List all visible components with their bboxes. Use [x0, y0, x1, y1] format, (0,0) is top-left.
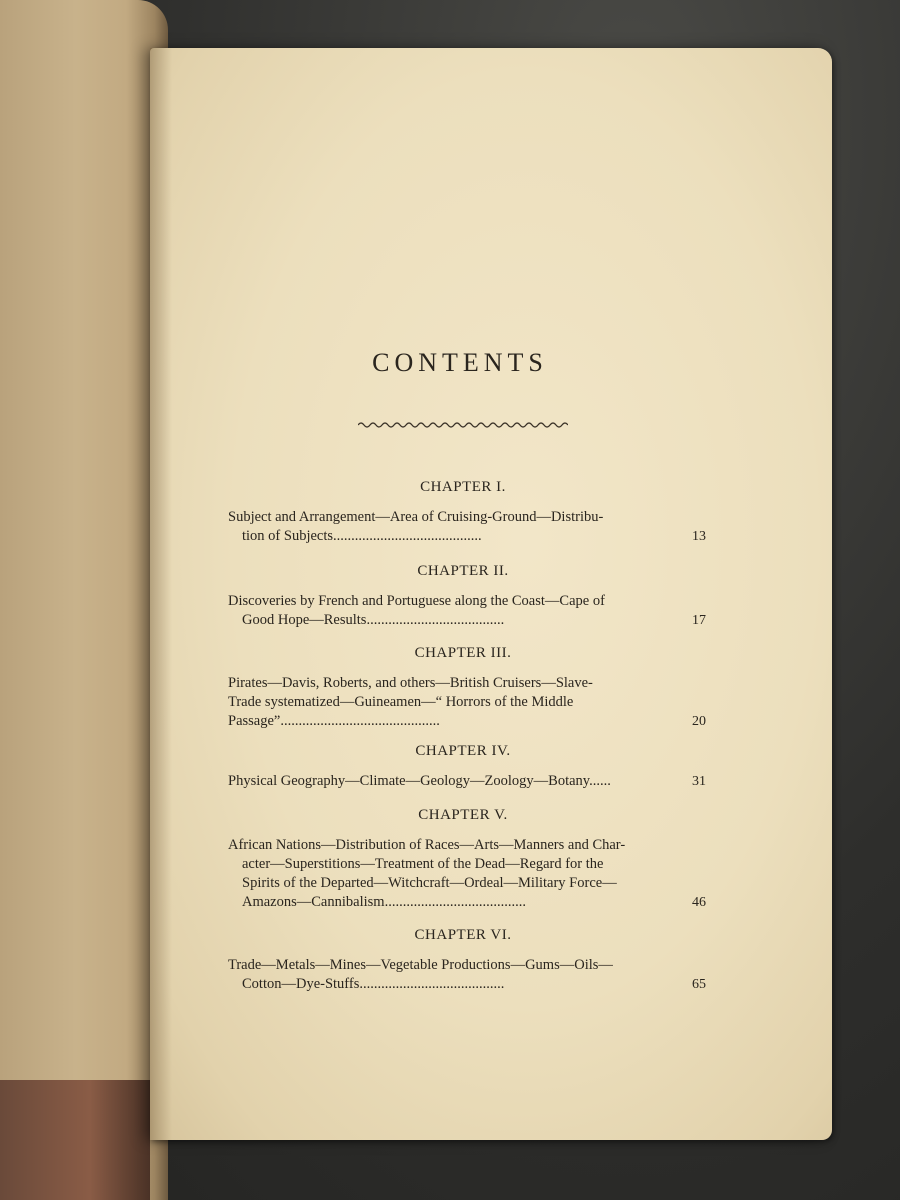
summary-line: tion of Subjects......................................... [242, 528, 482, 544]
chapter-heading: CHAPTER I. [420, 479, 506, 495]
page-title: CONTENTS [372, 348, 548, 377]
summary-line: Spirits of the Departed—Witchcraft—Ordeal—Military Force— [242, 875, 617, 891]
chapter-summary [228, 836, 706, 912]
page-number: 13 [692, 529, 706, 544]
summary-line: Good Hope—Results...................................... [242, 612, 505, 628]
summary-line: acter—Superstitions—Treatment of the Dead—Regard for the [242, 856, 604, 872]
chapter-summary [228, 772, 706, 791]
chapter-heading: CHAPTER III. [414, 645, 512, 661]
summary-line: African Nations—Distribution of Races—Arts—Manners and Char- [228, 837, 626, 853]
page-number: 46 [692, 895, 706, 910]
chapter-summary [228, 508, 706, 546]
chapter-summary [228, 674, 706, 731]
ornamental-rule [358, 420, 568, 430]
summary-line: Trade—Metals—Mines—Vegetable Productions—Gums—Oils— [228, 957, 613, 973]
contents-page [150, 48, 832, 1140]
summary-line: Physical Geography—Climate—Geology—Zoology—Botany...... [228, 773, 611, 789]
chapter-heading: CHAPTER VI. [414, 927, 512, 943]
summary-line: Pirates—Davis, Roberts, and others—British Cruisers—Slave- [228, 675, 593, 691]
toc-chapter-3 [228, 644, 708, 731]
page-number: 17 [692, 613, 706, 628]
chapter-summary [228, 956, 706, 994]
toc-chapter-2 [228, 562, 708, 630]
left-page [0, 0, 168, 1200]
page-number: 20 [692, 714, 706, 729]
toc-chapter-6 [228, 926, 708, 994]
book-cover-edge [0, 1080, 150, 1200]
page-gutter-shadow [150, 48, 172, 1140]
toc-chapter-1 [228, 478, 708, 546]
summary-line: Trade systematized—Guineamen—“ Horrors of the Middle [228, 694, 574, 710]
toc-chapter-4 [228, 742, 708, 791]
summary-line: Passage”............................................ [228, 713, 440, 729]
summary-line: Subject and Arrangement—Area of Cruising-Ground—Distribu- [228, 509, 604, 525]
chapter-heading: CHAPTER V. [418, 807, 508, 823]
summary-line: Amazons—Cannibalism....................................... [242, 894, 526, 910]
chapter-summary [228, 592, 706, 630]
page-number: 31 [692, 774, 706, 789]
chapter-heading: CHAPTER II. [417, 563, 509, 579]
page-number: 65 [692, 977, 706, 992]
summary-line: Discoveries by French and Portuguese along the Coast—Cape of [228, 593, 605, 609]
summary-line: Cotton—Dye-Stuffs........................................ [242, 976, 505, 992]
chapter-heading: CHAPTER IV. [415, 743, 511, 759]
toc-chapter-5 [228, 806, 708, 912]
